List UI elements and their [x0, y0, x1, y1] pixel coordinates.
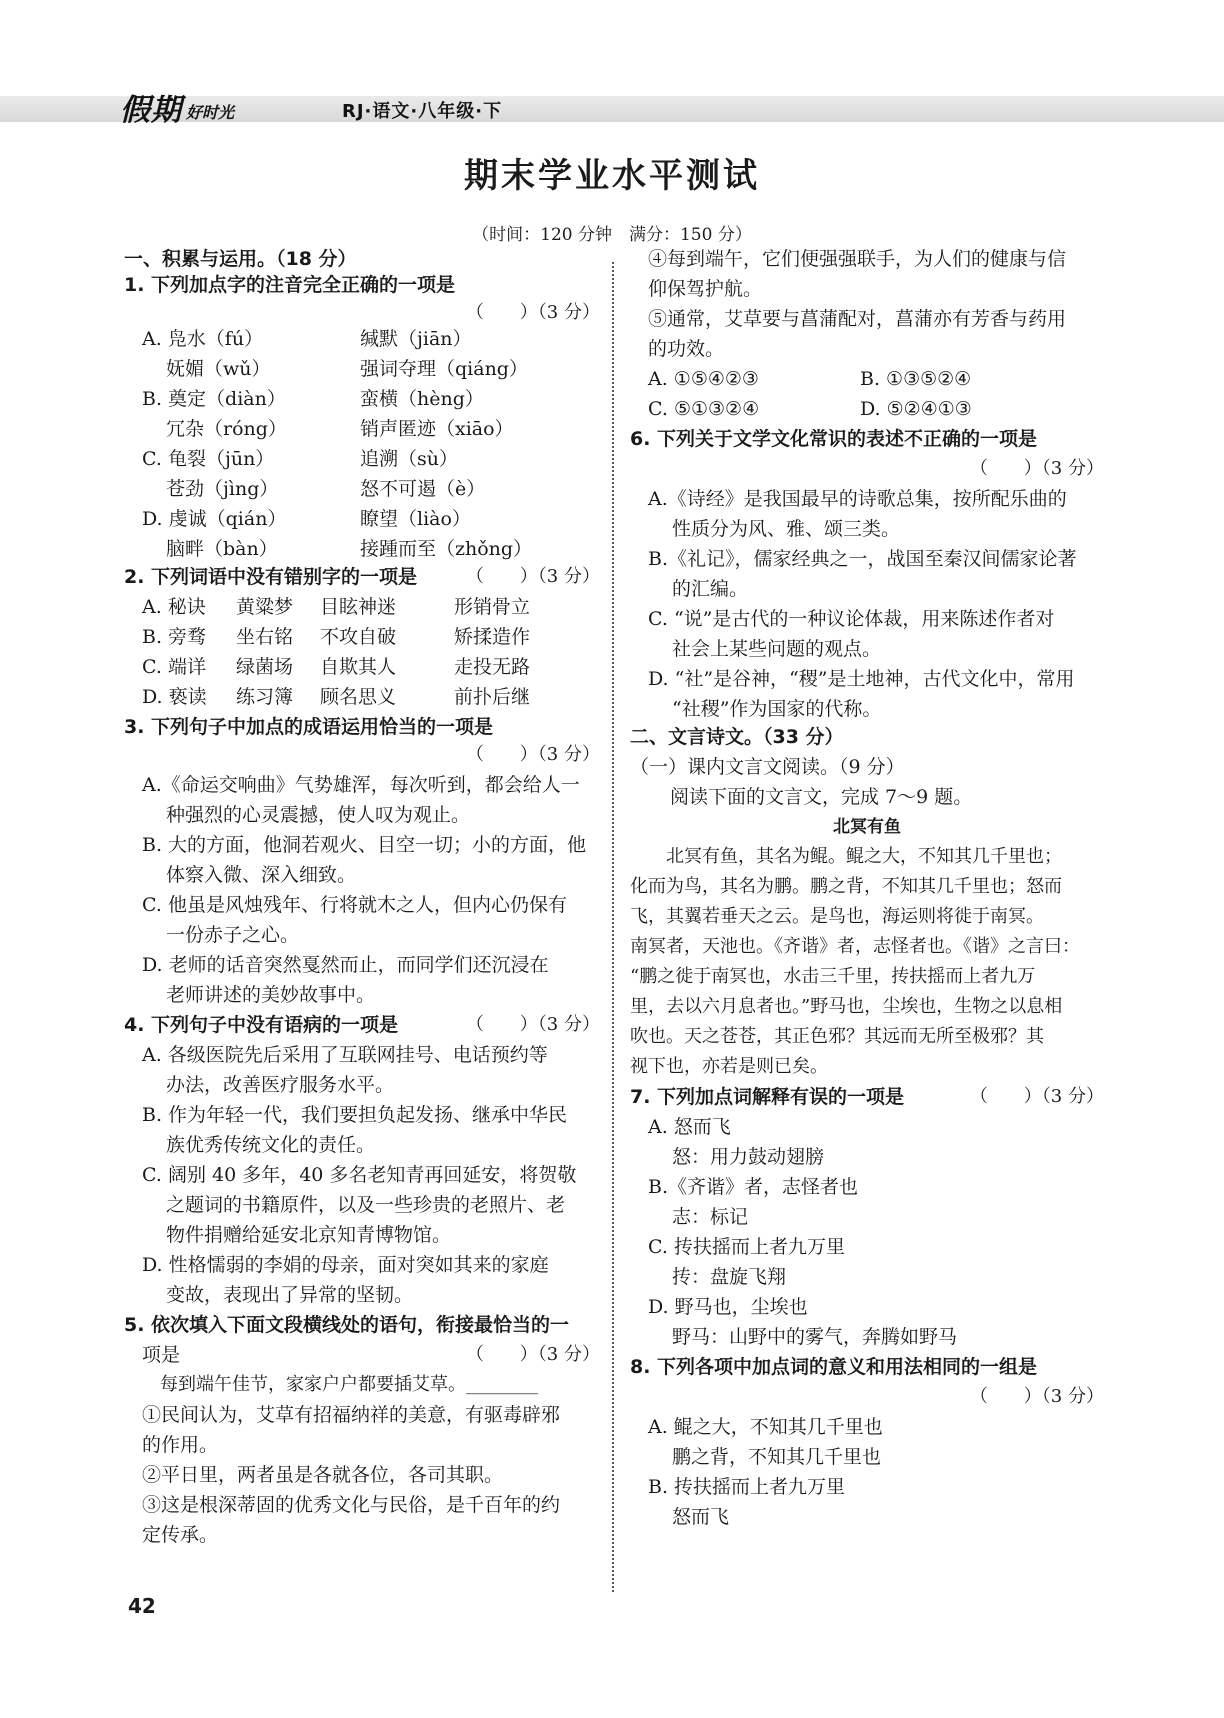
q1-opt-a1: A. 凫水（fú） — [142, 328, 264, 350]
q1-opt-a4: 强词夺理（qiáng） — [360, 358, 528, 380]
q2-stem: 2. 下列词语中没有错别字的一项是 — [124, 566, 418, 588]
passage-line: 北冥有鱼，其名为鲲。鲲之大，不知其几千里也； — [666, 846, 1062, 867]
q5-cont-line: 仰保驾护航。 — [648, 278, 763, 300]
passage-line: 吹也。天之苍苍，其正色邪？其远而无所至极邪？其 — [630, 1026, 1044, 1047]
page-title: 期末学业水平测试 — [464, 156, 760, 196]
subsection-1-heading: （一）课内文言文阅读。（9 分） — [630, 756, 905, 778]
q7-line: 抟：盘旋飞翔 — [672, 1266, 787, 1288]
q5-line: ①民间认为，艾草有招福纳祥的美意，有驱毒辟邪 — [142, 1404, 561, 1426]
passage-line: 南冥者，天池也。《齐谐》者，志怪者也。《谐》之言曰： — [630, 936, 1080, 957]
q6-line: “社稷”作为国家的代称。 — [672, 698, 882, 720]
q1-opt-c2: 追溯（sù） — [360, 448, 458, 470]
column-divider — [612, 262, 614, 1592]
q3-line: 体察入微、深入细致。 — [166, 864, 357, 886]
q8-line: B. 抟扶摇而上者九万里 — [648, 1476, 846, 1498]
q6-line: 的汇编。 — [672, 578, 749, 600]
q8-score: （ ）（3 分） — [969, 1386, 1104, 1407]
series-label: RJ·语文·八年级·下 — [342, 101, 503, 122]
q6-line: A.《诗经》是我国最早的诗歌总集，按所配乐曲的 — [648, 488, 1067, 510]
q3-stem: 3. 下列句子中加点的成语运用恰当的一项是 — [124, 716, 494, 738]
q5-line: ③这是根深蒂固的优秀文化与民俗，是千百年的约 — [142, 1494, 561, 1516]
q5-score: （ ）（3 分） — [465, 1344, 600, 1365]
brand-logo — [120, 90, 235, 128]
q6-line: 社会上某些问题的观点。 — [672, 638, 882, 660]
q4-line: 变故，表现出了异常的坚韧。 — [166, 1284, 414, 1306]
q6-stem: 6. 下列关于文学文化常识的表述不正确的一项是 — [630, 428, 1038, 450]
q5-line: 的作用。 — [142, 1434, 219, 1456]
q7-line: 野马：山野中的雾气，奔腾如野马 — [672, 1326, 958, 1348]
q2-score: （ ）（3 分） — [465, 566, 600, 587]
q3-line: B. 大的方面，他洞若观火、目空一切；小的方面，他 — [142, 834, 587, 856]
q7-line: 怒：用力鼓动翅膀 — [672, 1146, 825, 1168]
q2-c3: 自欺其人 — [320, 656, 397, 678]
section-1-heading: 一、积累与运用。（18 分） — [124, 248, 357, 270]
q2-a2: 黄粱梦 — [236, 596, 294, 618]
passage-line: 里，去以六月息者也。”野马也，尘埃也，生物之以息相 — [630, 996, 1063, 1017]
passage-title: 北冥有鱼 — [833, 817, 901, 837]
q5-stem-2: 项是 — [142, 1344, 181, 1366]
q5-stem-1: 5. 依次填入下面文段横线处的语句，衔接最恰当的一 — [124, 1314, 570, 1336]
section-2-heading: 二、文言诗文。（33 分） — [630, 726, 844, 748]
q4-line: 办法，改善医疗服务水平。 — [166, 1074, 395, 1096]
q5-opt-b: B. ①③⑤②④ — [860, 368, 972, 390]
q4-line: D. 性格懦弱的李娟的母亲，面对突如其来的家庭 — [142, 1254, 549, 1276]
q7-line: 志：标记 — [672, 1206, 749, 1228]
q2-c4: 走投无路 — [454, 656, 531, 678]
q2-c1: C. 端详 — [142, 656, 206, 678]
q6-line: D. “社”是谷神，“稷”是土地神，古代文化中，常用 — [648, 668, 1075, 690]
passage-line: 视下也，亦若是则已矣。 — [630, 1056, 828, 1077]
q5-passage: 每到端午佳节，家家户户都要插艾草。________ — [160, 1374, 538, 1395]
q6-line: B.《礼记》，儒家经典之一，战国至秦汉间儒家论著 — [648, 548, 1077, 570]
q8-line: A. 鲲之大，不知其几千里也 — [648, 1416, 883, 1438]
q2-a4: 形销骨立 — [454, 596, 531, 618]
q8-stem: 8. 下列各项中加点词的意义和用法相同的一组是 — [630, 1356, 1038, 1378]
q5-cont-line: 的功效。 — [648, 338, 725, 360]
q4-line: B. 作为年轻一代，我们要担负起发扬、继承中华民 — [142, 1104, 568, 1126]
q2-a1: A. 秘诀 — [142, 596, 206, 618]
passage-line: 化而为鸟，其名为鹏。鹏之背，不知其几千里也；怒而 — [630, 876, 1062, 897]
q7-line: B.《齐谐》者，志怪者也 — [648, 1176, 859, 1198]
q5-opt-a: A. ①⑤④②③ — [648, 368, 759, 390]
q8-line: 怒而飞 — [672, 1506, 730, 1528]
q2-d1: D. 亵读 — [142, 686, 207, 708]
q1-opt-c4: 怒不可遏（è） — [360, 478, 486, 500]
q5-opt-c: C. ⑤①③②④ — [648, 398, 760, 420]
q7-score: （ ）（3 分） — [969, 1086, 1104, 1107]
q1-opt-d1: D. 虔诚（qián） — [142, 508, 287, 530]
reading-instruction: 阅读下面的文言文，完成 7～9 题。 — [670, 786, 973, 808]
q6-line: C. “说”是古代的一种议论体裁，用来陈述作者对 — [648, 608, 1055, 630]
q4-line: 物件捐赠给延安北京知青博物馆。 — [166, 1224, 452, 1246]
q3-line: A.《命运交响曲》气势雄浑，每次听到，都会给人一 — [142, 774, 580, 796]
brand-sub: 好时光 — [186, 102, 235, 122]
q1-opt-b2: 蛮横（hèng） — [360, 388, 484, 410]
q2-d4: 前扑后继 — [454, 686, 531, 708]
q1-opt-d3: 脑畔（bàn） — [166, 538, 278, 560]
q7-stem: 7. 下列加点词解释有误的一项是 — [630, 1086, 905, 1108]
q3-score: （ ）（3 分） — [465, 744, 600, 765]
q1-opt-a3: 妩媚（wǔ） — [166, 358, 271, 380]
exam-meta: （时间：120 分钟 满分：150 分） — [472, 225, 752, 245]
q1-opt-a2: 缄默（jiān） — [360, 328, 472, 350]
q1-opt-b1: B. 奠定（diàn） — [142, 388, 286, 410]
q5-line: ②平日里，两者虽是各就各位，各司其职。 — [142, 1464, 504, 1486]
brand-main: 假期 — [120, 93, 182, 128]
q1-opt-c3: 苍劲（jìng） — [166, 478, 279, 500]
q1-opt-d2: 瞭望（liào） — [360, 508, 471, 530]
q2-d2: 练习簿 — [236, 686, 294, 708]
q2-a3: 目眩神迷 — [320, 596, 397, 618]
q1-opt-b4: 销声匿迹（xiāo） — [360, 418, 514, 440]
q8-line: 鹏之背，不知其几千里也 — [672, 1446, 882, 1468]
q3-line: D. 老师的话音突然戛然而止，而同学们还沉浸在 — [142, 954, 549, 976]
q3-line: 种强烈的心灵震撼，使人叹为观止。 — [166, 804, 471, 826]
q2-d3: 顾名思义 — [320, 686, 397, 708]
q1-score: （ ）（3 分） — [465, 302, 600, 323]
q6-score: （ ）（3 分） — [969, 458, 1104, 479]
q7-line: D. 野马也，尘埃也 — [648, 1296, 808, 1318]
page-number: 42 — [128, 1594, 156, 1618]
q1-opt-d4: 接踵而至（zhǒng） — [360, 538, 533, 560]
q3-line: 一份赤子之心。 — [166, 924, 300, 946]
passage-line: “鹏之徙于南冥也，水击三千里，抟扶摇而上者九万 — [630, 966, 1036, 987]
q5-cont-line: ⑤通常，艾草要与菖蒲配对，菖蒲亦有芳香与药用 — [648, 308, 1067, 330]
q1-opt-c1: C. 龟裂（jūn） — [142, 448, 275, 470]
q4-line: C. 阔别 40 多年，40 多名老知青再回延安，将贺敬 — [142, 1164, 577, 1186]
q1-opt-b3: 冗杂（róng） — [166, 418, 287, 440]
q5-cont-line: ④每到端午，它们便强强联手，为人们的健康与信 — [648, 248, 1067, 270]
q3-line: C. 他虽是风烛残年、行将就木之人，但内心仍保有 — [142, 894, 567, 916]
q5-opt-d: D. ⑤②④①③ — [860, 398, 972, 420]
q4-score: （ ）（3 分） — [465, 1014, 600, 1035]
q2-b1: B. 旁骛 — [142, 626, 207, 648]
passage-line: 飞，其翼若垂天之云。是鸟也，海运则将徙于南冥。 — [630, 906, 1044, 927]
q4-line: 族优秀传统文化的责任。 — [166, 1134, 376, 1156]
q2-b3: 不攻自破 — [320, 626, 397, 648]
q2-b4: 矫揉造作 — [454, 626, 531, 648]
q4-line: 之题词的书籍原件，以及一些珍贵的老照片、老 — [166, 1194, 566, 1216]
q4-line: A. 各级医院先后采用了互联网挂号、电话预约等 — [142, 1044, 548, 1066]
q1-stem: 1. 下列加点字的注音完全正确的一项是 — [124, 274, 456, 296]
q5-line: 定传承。 — [142, 1524, 219, 1546]
q3-line: 老师讲述的美妙故事中。 — [166, 984, 376, 1006]
q6-line: 性质分为风、雅、颂三类。 — [672, 518, 901, 540]
q4-stem: 4. 下列句子中没有语病的一项是 — [124, 1014, 399, 1036]
q7-line: C. 抟扶摇而上者九万里 — [648, 1236, 845, 1258]
q2-c2: 绿菌场 — [236, 656, 294, 678]
q2-b2: 坐右铭 — [236, 626, 294, 648]
q7-line: A. 怒而飞 — [648, 1116, 731, 1138]
